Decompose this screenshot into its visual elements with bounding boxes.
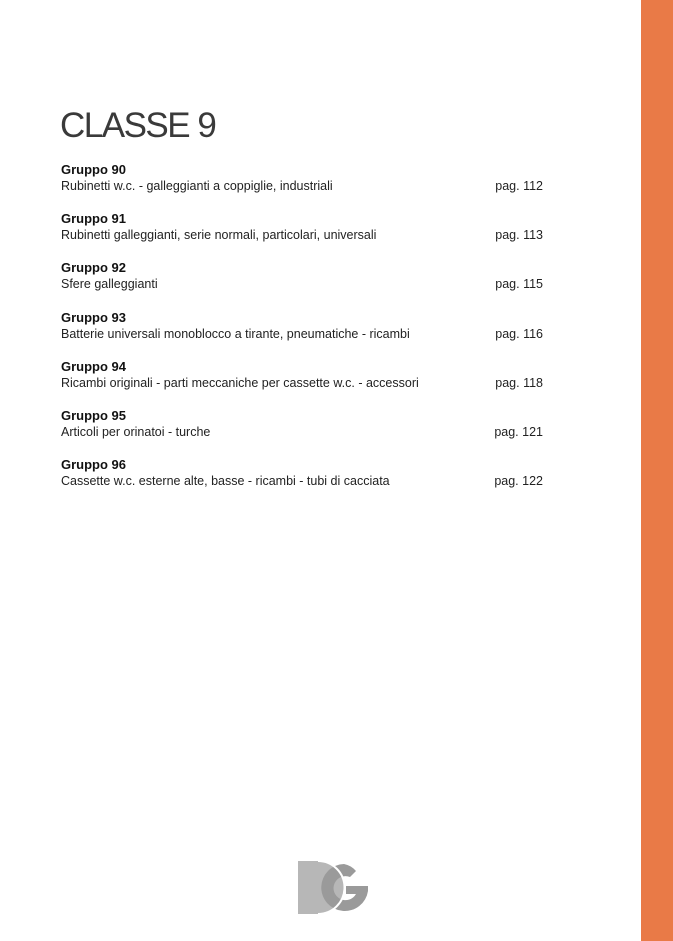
group-page-ref: pag. 115 [495,277,543,292]
orange-side-bar [641,0,673,941]
group-list [61,162,543,506]
group-name: Gruppo 90 [61,162,127,177]
group-item [61,359,543,408]
group-description: Rubinetti w.c. - galleggianti a coppiglie, industriali [61,179,333,193]
group-item [61,211,543,260]
group-name: Gruppo 95 [61,407,127,423]
group-description: Articoli per orinatoi - turche [61,424,211,439]
group-name: Gruppo 93 [61,309,127,325]
group-description: Ricambi originali - parti meccaniche per cassette w.c. - accessori [61,375,419,390]
group-item [61,260,543,309]
group-row [61,276,543,292]
group-page-ref: pag. 122 [494,474,543,489]
group-name: Gruppo 92 [61,260,127,276]
group-name: Gruppo 91 [61,211,127,227]
group-description: Batterie universali monoblocco a tirante, pneumatiche - ricambi [61,326,410,341]
group-item [61,310,543,359]
dg-logo [298,861,370,914]
group-item [61,408,543,457]
group-page-ref: pag. 121 [494,424,543,439]
group-page-ref: pag. 113 [495,228,543,243]
group-item [61,457,543,506]
group-page-ref: pag. 112 [495,179,543,193]
group-name: Gruppo 96 [61,457,127,473]
group-row [61,473,543,489]
page-title: CLASSE 9 [60,106,216,145]
group-row [61,326,543,342]
group-row [61,375,543,391]
group-description: Cassette w.c. esterne alte, basse - ricambi - tubi di cacciata [61,474,390,489]
group-row [61,178,543,194]
group-row [61,227,543,243]
group-description: Sfere galleggianti [61,277,158,292]
group-description: Rubinetti galleggianti, serie normali, particolari, universali [61,228,377,243]
group-page-ref: pag. 118 [495,375,543,390]
group-page-ref: pag. 116 [495,326,543,341]
group-row [61,424,543,440]
group-name: Gruppo 94 [61,358,127,374]
group-item [61,162,543,211]
